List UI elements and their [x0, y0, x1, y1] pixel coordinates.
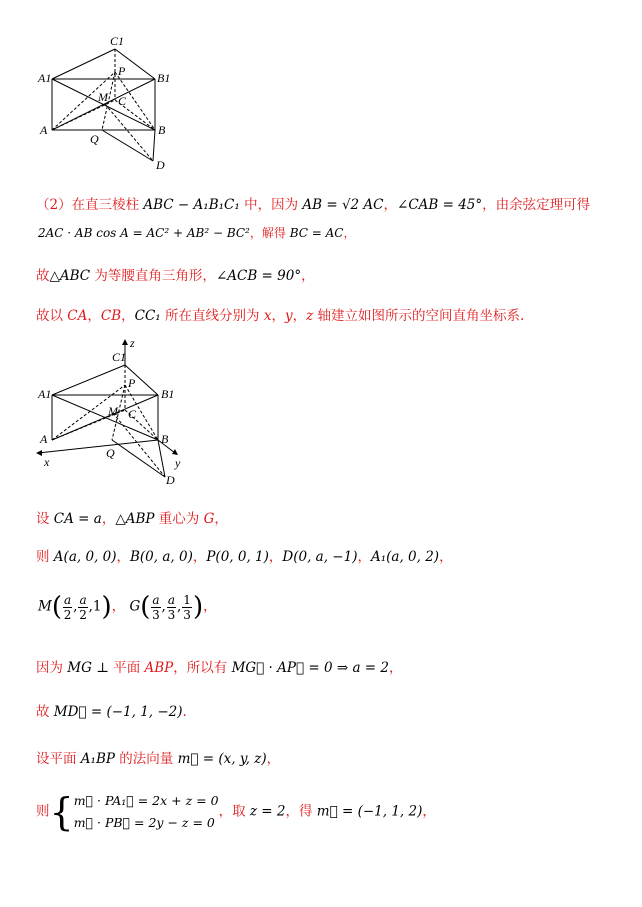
label-A1: A1 [38, 387, 52, 401]
text: 平面 [108, 660, 145, 676]
line-7: M( $\frac{a}{2}$ , $\frac{a}{2}$ ,1)， G( $\frac{a}{3}$ , $\frac{a}{3}$ , $\frac{1}{3}$ )， [38, 592, 217, 622]
text: ,1 [88, 598, 102, 615]
label-B: B [161, 432, 169, 446]
line-9 [36, 700, 187, 720]
numerator: a [79, 592, 87, 607]
equation: CA = a [53, 511, 102, 527]
point-A: A(a, 0, 0) [53, 549, 117, 565]
equation: MD⃗ = (−1, 1, −2) [53, 704, 183, 720]
equation: MG⃗ · AP⃗ = 0 ⇒ a = 2 [231, 660, 389, 676]
text: ， [268, 549, 283, 565]
text: ， [266, 751, 281, 767]
label-P: P [118, 64, 126, 78]
label-z: z [130, 336, 135, 350]
line-5 [36, 507, 228, 527]
line-2 [38, 224, 355, 241]
text: ， [87, 308, 101, 324]
text: 则 [36, 549, 54, 565]
text: ， [101, 511, 116, 527]
prism-figure-1 [30, 30, 180, 175]
equation: AB = √2 AC [302, 197, 384, 213]
text: ， [203, 598, 217, 615]
line-3 [36, 264, 315, 284]
text: 为等腰直角三角形， [90, 268, 216, 284]
label-Q: Q [106, 446, 115, 460]
point-A1: A₁(a, 0, 2) [370, 549, 440, 565]
text: 设 [36, 511, 54, 527]
text: ，由余弦定理可得 [482, 197, 591, 213]
text: 故 [36, 704, 54, 720]
text: ， [292, 308, 307, 324]
label-M: M [98, 90, 108, 104]
text: 轴建立如图所示的空间直角坐标系. [313, 308, 525, 324]
line-6 [36, 545, 453, 565]
line-10 [36, 747, 280, 767]
label-B1: B1 [161, 387, 175, 401]
equation: 2AC · AB cos A = AC² + AB² − BC² [38, 226, 250, 240]
var: CA [67, 308, 88, 324]
equation: m⃗ · PA₁⃗ = 2x + z = 0 [73, 793, 219, 808]
line-1 [36, 193, 590, 213]
text: 中，因为 [239, 197, 303, 213]
numerator: a [167, 592, 175, 607]
label-A: A [40, 123, 48, 137]
numerator: 1 [183, 592, 191, 607]
text: . [182, 704, 187, 720]
label-P: P [128, 376, 136, 390]
text: 故以 [36, 308, 68, 324]
label-Q: Q [90, 132, 99, 146]
line-8 [36, 656, 403, 676]
equation: BC = AC [289, 226, 344, 240]
text: ，所以有 [173, 660, 232, 676]
text: ， [422, 803, 436, 820]
text: ， [214, 511, 228, 527]
text: 的法向量 [114, 751, 178, 767]
numerator: a [63, 592, 72, 607]
prism-figure-2 [30, 335, 195, 485]
numerator: a [152, 592, 160, 607]
text: ， [343, 226, 356, 240]
point-B: B(0, a, 0) [129, 549, 193, 565]
label-y: y [175, 456, 181, 470]
text: 因为 [36, 660, 68, 676]
text: ，取 [218, 803, 250, 820]
text: ， [389, 660, 403, 676]
text: 故 [36, 268, 50, 284]
line-4 [36, 304, 524, 324]
denominator: 3 [167, 607, 176, 622]
label-D: D [156, 158, 165, 172]
label-C1: C1 [110, 34, 125, 48]
var: z [306, 308, 314, 324]
plane: ABP [144, 660, 174, 676]
equation-system [74, 790, 219, 834]
denominator: 3 [152, 607, 160, 622]
point-D: D(0, a, −1) [282, 549, 358, 565]
label-C: C [118, 94, 127, 108]
text: ， [357, 549, 371, 565]
label-A: A [40, 432, 48, 446]
label-C: C [128, 407, 137, 421]
equation: MG ⊥ [67, 660, 109, 676]
equation: ∠CAB = 45° [397, 197, 483, 213]
text: ， [116, 549, 130, 565]
label-B1: B1 [157, 71, 171, 85]
var: G [203, 511, 215, 527]
point-G: G [129, 598, 141, 615]
label-x: x [44, 455, 50, 469]
triangle: △ABP [115, 511, 155, 527]
equation: m⃗ = (−1, 1, 2) [316, 803, 423, 820]
equation: m⃗ · PB⃗ = 2y − z = 0 [73, 815, 215, 830]
text: ，解得 [249, 226, 290, 240]
line-11: 则{ m⃗ · PA₁⃗ = 2x + z = 0 m⃗ · PB⃗ = 2y − z = 0 ，取 z = 2，得 m⃗ = (−1, 1, 2)， [36, 790, 436, 834]
var: CC₁ [134, 308, 161, 324]
var: x [263, 308, 272, 324]
point-M: M [38, 598, 52, 615]
text: ， [271, 308, 285, 324]
text: 设平面 [36, 751, 81, 767]
point-P: P(0, 0, 1) [206, 549, 269, 565]
text: ， [439, 549, 453, 565]
text: 所在直线分别为 [160, 308, 264, 324]
triangle: △ABC [49, 268, 91, 284]
label-A1: A1 [38, 71, 52, 85]
equation: m⃗ = (x, y, z) [177, 751, 267, 767]
text: ， [383, 197, 398, 213]
plane: A₁BP [80, 751, 115, 767]
label-D: D [166, 473, 175, 485]
var: y [284, 308, 293, 324]
text: ， [121, 308, 135, 324]
text: ， [111, 598, 126, 615]
text: （2）在直三棱柱 [36, 197, 144, 213]
text: 则 [36, 803, 50, 820]
text: ， [301, 268, 315, 284]
text: ，得 [285, 803, 317, 820]
denominator: 2 [79, 607, 87, 622]
var: CB [100, 308, 122, 324]
denominator: 2 [63, 607, 72, 622]
prism-name: ABC − A₁B₁C₁ [143, 197, 240, 213]
label-M: M [108, 404, 118, 418]
denominator: 3 [183, 607, 191, 622]
text: ， [192, 549, 207, 565]
equation: ∠ACB = 90° [215, 268, 302, 284]
text: 重心为 [154, 511, 204, 527]
label-C1: C1 [112, 350, 127, 364]
equation: z = 2 [249, 803, 286, 820]
label-B: B [158, 123, 166, 137]
